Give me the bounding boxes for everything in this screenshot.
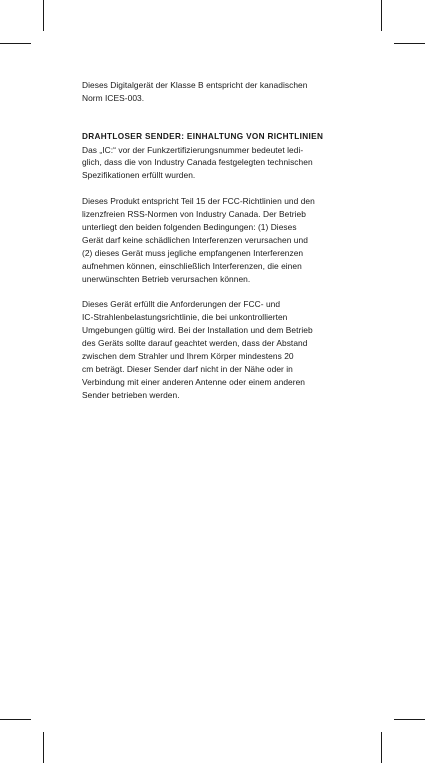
crop-mark-bottom-left-vertical (43, 732, 44, 763)
text-line: unterliegt den beiden folgenden Bedingungen: (1) Dieses (82, 221, 297, 232)
text-line: glich, dass die von Industry Canada festgelegten technischen (82, 157, 313, 168)
text-line: Dieses Gerät erfüllt die Anforderungen der FCC- und (82, 299, 281, 310)
crop-mark-top-right-horizontal (394, 43, 425, 44)
text-line: zwischen dem Strahler und Ihrem Körper mindestens 20 (82, 350, 294, 361)
text-line: Dieses Digitalgerät der Klasse B entspricht der kanadischen (82, 80, 308, 90)
text-line: unerwünschten Betrieb verursachen können. (82, 273, 251, 284)
text-line: des Geräts sollte darauf geachtet werden, dass der Abstand (82, 338, 308, 349)
text-line: Spezifikationen erfüllt wurden. (82, 170, 196, 181)
text-line: Dieses Produkt entspricht Teil 15 der FCC-Richtlinien und den (82, 196, 315, 207)
text-line: Das „IC:“ vor der Funkzertifizierungsnummer bedeutet ledi- (82, 144, 304, 155)
text-line: Verbindung mit einer anderen Antenne oder einem anderen (82, 376, 305, 387)
document-body (82, 79, 352, 414)
paragraph-fcc-compliance (82, 195, 352, 285)
text-line: aufnehmen können, einschließlich Interferenzen, die einen (82, 260, 302, 271)
section-spacer (82, 118, 352, 131)
paragraph-ic-meaning (82, 144, 352, 183)
crop-mark-top-left-horizontal (0, 43, 31, 44)
crop-mark-bottom-right-vertical (381, 732, 382, 763)
text-line: IC-Strahlenbelastungsrichtlinie, die bei unkontrollierten (82, 312, 288, 323)
intro-paragraph (82, 79, 352, 105)
text-line: Norm ICES-003. (82, 92, 145, 103)
text-line: lizenzfreien RSS-Normen von Industry Canada. Der Betrieb (82, 209, 306, 220)
text-line: Sender betrieben werden. (82, 389, 180, 400)
section-title: DRAHTLOSER SENDER: EINHALTUNG VON RICHTLINIEN (82, 131, 324, 141)
crop-mark-bottom-left-horizontal (0, 719, 31, 720)
crop-mark-top-left-vertical (43, 0, 44, 31)
text-line: cm beträgt. Dieser Sender darf nicht in der Nähe oder in (82, 363, 293, 374)
text-line: Gerät darf keine schädlichen Interferenzen verursachen und (82, 234, 308, 245)
text-line: (2) dieses Gerät muss jegliche empfangenen Interferenzen (82, 247, 304, 258)
text-line: Umgebungen gültig wird. Bei der Installation und dem Betrieb (82, 325, 313, 336)
paragraph-radiation-exposure (82, 298, 352, 401)
crop-mark-top-right-vertical (381, 0, 382, 31)
crop-mark-bottom-right-horizontal (394, 719, 425, 720)
